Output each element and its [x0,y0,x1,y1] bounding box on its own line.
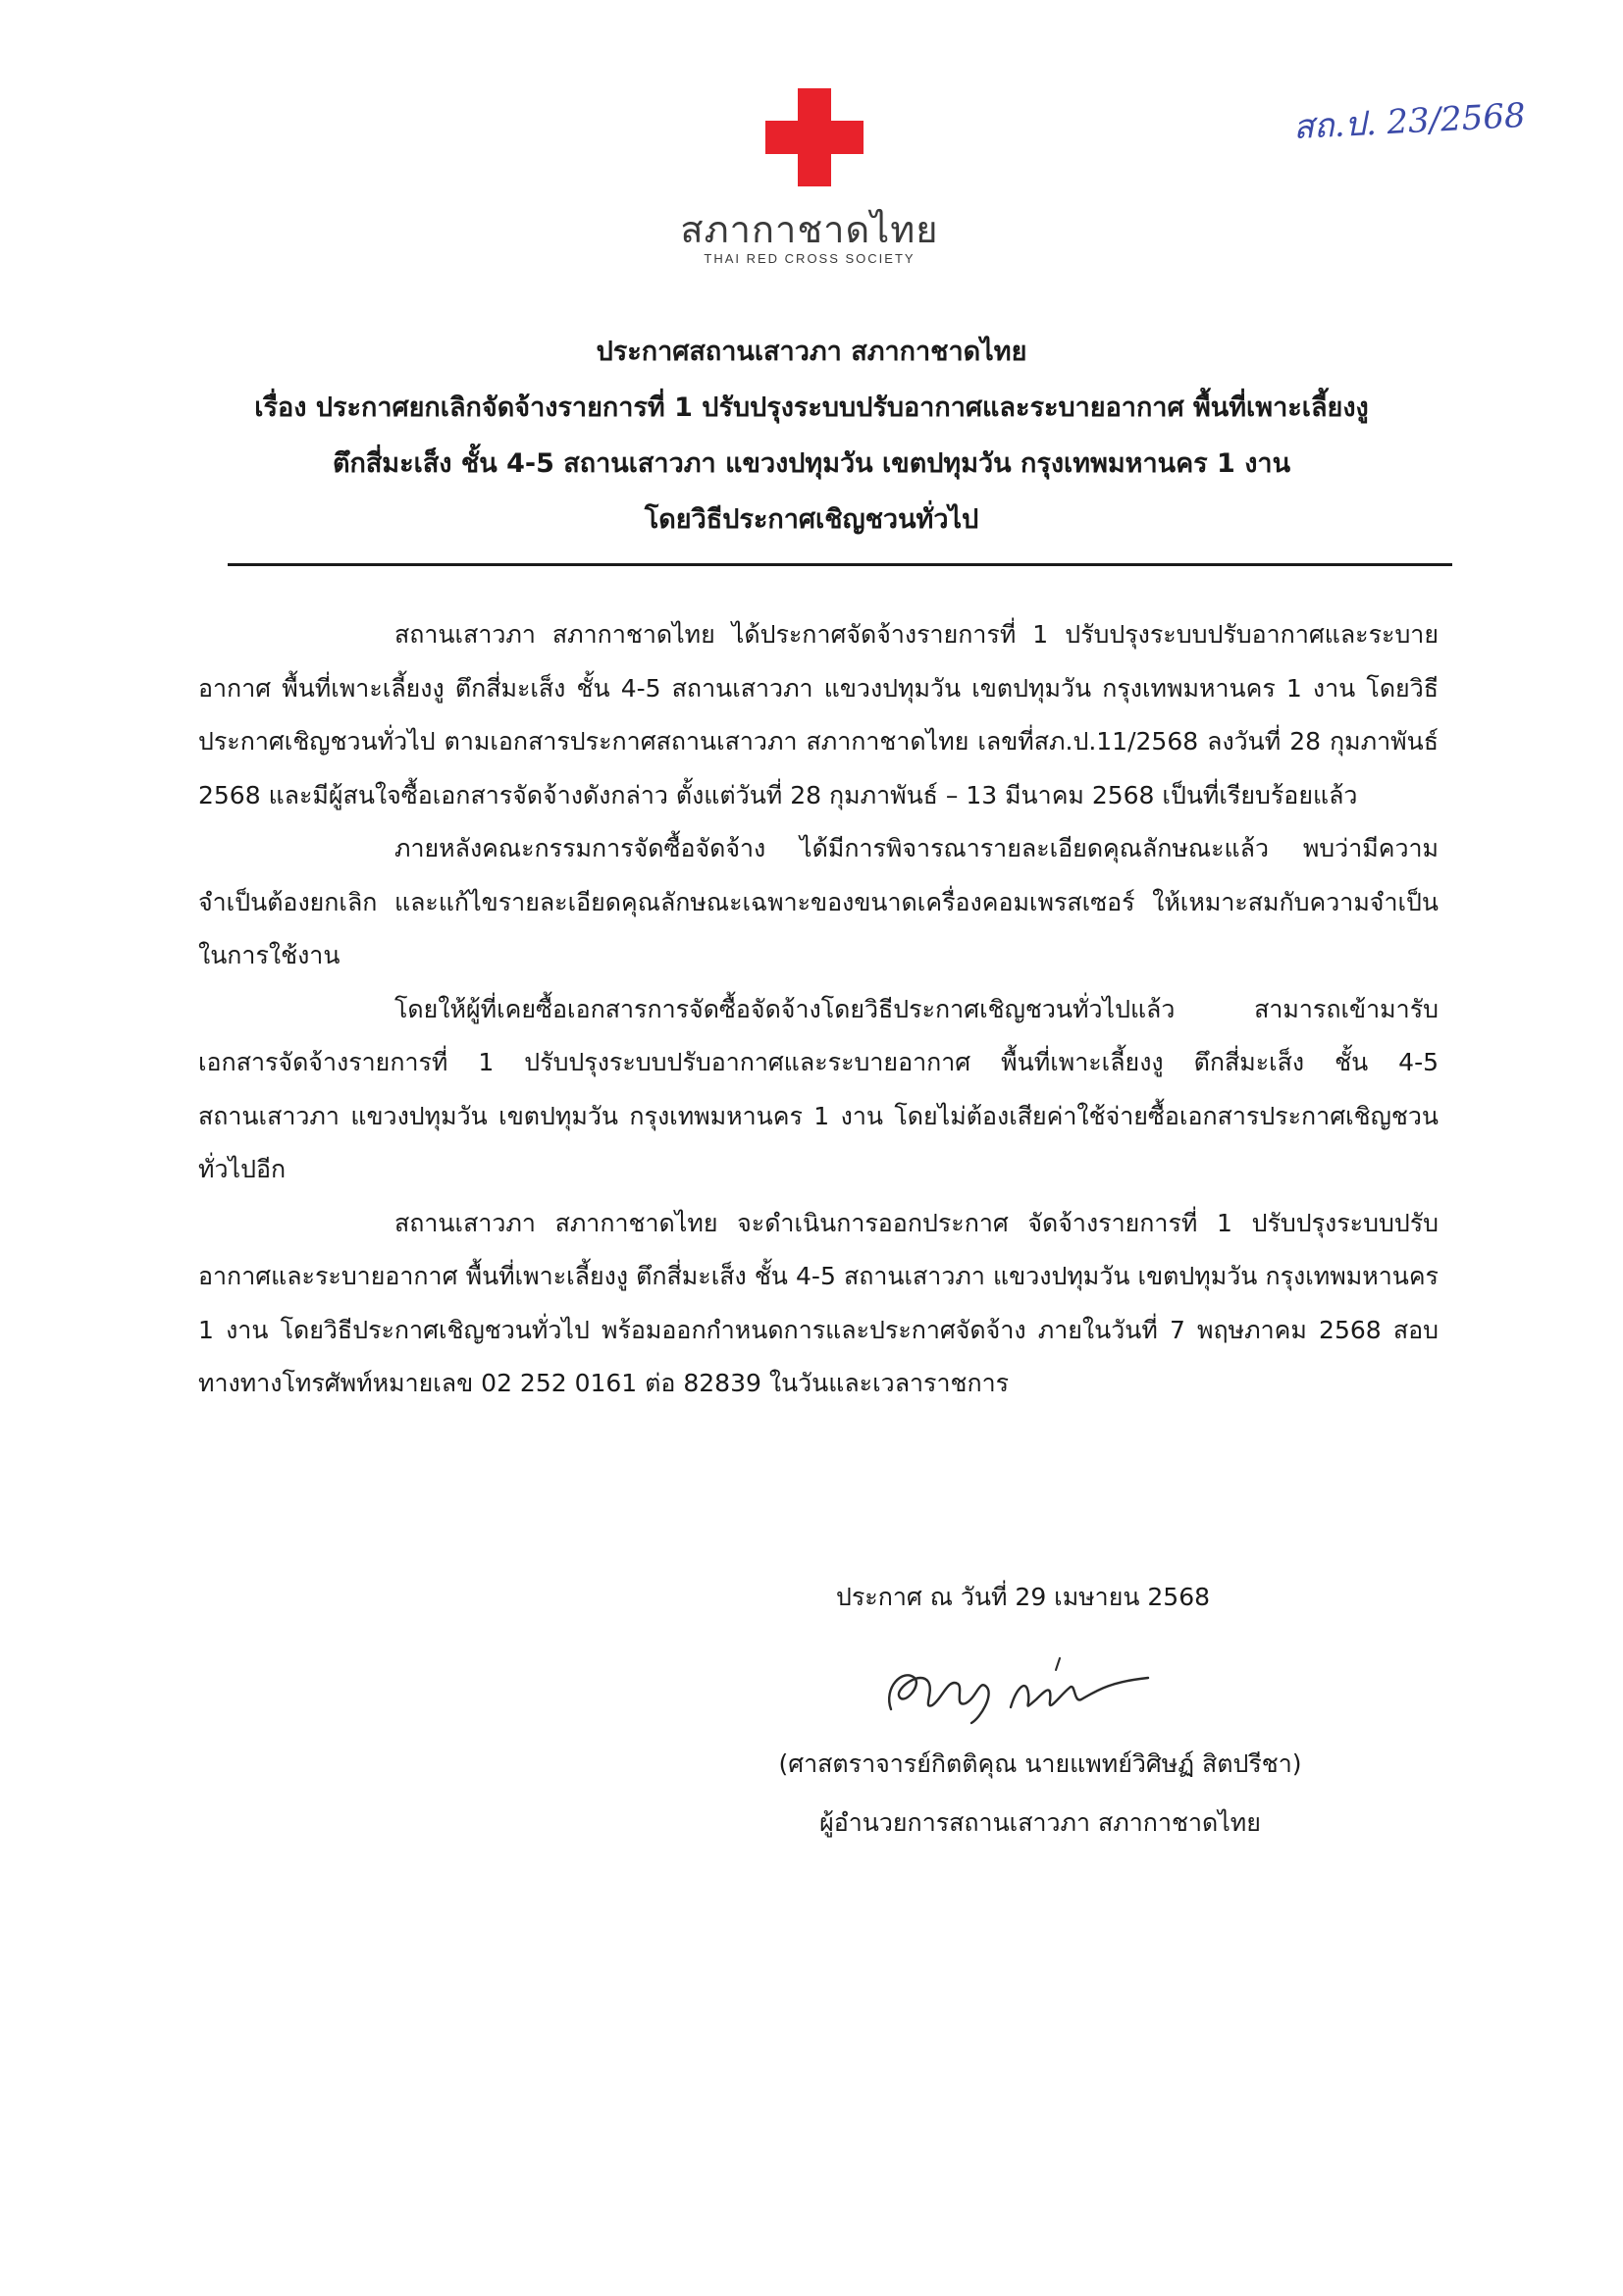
thai-red-cross-logo [608,88,1011,275]
title-line-4: โดยวิธีประกาศเชิญชวนทั่วไป [644,504,979,535]
announcement-title [147,324,1476,548]
org-name-thai: สภากาชาดไทย [680,208,939,251]
title-divider [228,563,1452,566]
org-name-english: THAI RED CROSS SOCIETY [704,251,916,266]
body-paragraph-3: โดยให้ผู้ที่เคยซื้อเอกสารการจัดซื้อจัดจ้างโดยวิธีประกาศเชิญชวนทั่วไปแล้ว สามารถเข้ามารับเอกสารจัดจ้างรายการที่ 1 ปรับปรุงระบบปรับอากาศและระบายอากาศ พื้นที่เพาะเลี้ยงงู ตึกสี่มะเส็ง ชั้น 4-5 สถานเสาวภา แขวงปทุมวัน เขตปทุมวัน กรุงเทพมหานคร 1 งาน โดยไม่ต้องเสียค่าใช้จ่ายซื้อเอกสารประกาศเชิญชวนทั่วไปอีก [198,994,1439,1183]
body-paragraph-4: สถานเสาวภา สภากาชาดไทย จะดำเนินการออกประกาศ จัดจ้างรายการที่ 1 ปรับปรุงระบบปรับอากาศและระบายอากาศ พื้นที่เพาะเลี้ยงงู ตึกสี่มะเส็ง ชั้น 4-5 สถานเสาวภา แขวงปทุมวัน เขตปทุมวัน กรุงเทพมหานคร 1 งาน โดยวิธีประกาศเชิญชวนทั่วไป พร้อมออกกำหนดการและประกาศจัดจ้าง ภายในวันที่ 7 พฤษภาคม 2568 สอบทางทางโทรศัพท์หมายเลข 02 252 0161 ต่อ 82839 ในวันและเวลาราชการ [198,1208,1439,1397]
body-paragraph-2: ภายหลังคณะกรรมการจัดซื้อจัดจ้าง ได้มีการพิจารณารายละเอียดคุณลักษณะแล้ว พบว่ามีความจำเป็นต้องยกเลิก และแก้ไขรายละเอียดคุณลักษณะเฉพาะของขนาดเครื่องคอมเพรสเซอร์ ให้เหมาะสมกับความจำเป็นในการใช้งาน [198,834,1439,969]
announcement-date: ประกาศ ณ วันที่ 29 เมษายน 2568 [836,1583,1211,1611]
body-paragraph-1: สถานเสาวภา สภากาชาดไทย ได้ประกาศจัดจ้างรายการที่ 1 ปรับปรุงระบบปรับอากาศและระบายอากาศ พื้นที่เพาะเลี้ยงงู ตึกสี่มะเส็ง ชั้น 4-5 สถานเสาวภา แขวงปทุมวัน เขตปทุมวัน กรุงเทพมหานคร 1 งาน โดยวิธีประกาศเชิญชวนทั่วไป ตามเอกสารประกาศสถานเสาวภา สภากาชาดไทย เลขที่สภ.ป.11/2568 ลงวันที่ 28 กุมภาพันธ์ 2568 และมีผู้สนใจซื้อเอกสารจัดจ้างดังกล่าว ตั้งแต่วันที่ 28 กุมภาพันธ์ – 13 มีนาคม 2568 เป็นที่เรียบร้อยแล้ว [198,620,1439,809]
signer-name: (ศาสตราจารย์กิตติคุณ นายแพทย์วิศิษฏ์ สิตปรีชา) [778,1749,1302,1778]
title-line-3: ตึกสี่มะเส็ง ชั้น 4-5 สถานเสาวภา แขวงปทุมวัน เขตปทุมวัน กรุงเทพมหานคร 1 งาน [332,448,1291,479]
handwritten-reference-number: สถ.ป. 23/2568 [1292,95,1527,148]
announcement-body [198,608,1439,1411]
signer-position: ผู้อำนวยการสถานเสาวภา สภากาชาดไทย [819,1808,1261,1837]
handwritten-signature [864,1648,1178,1737]
title-line-2: เรื่อง ประกาศยกเลิกจัดจ้างรายการที่ 1 ปรับปรุงระบบปรับอากาศและระบายอากาศ พื้นที่เพาะเลี้ยงงู [254,392,1369,423]
title-line-1: ประกาศสถานเสาวภา สภากาชาดไทย [596,337,1027,367]
red-cross-icon [765,88,864,186]
